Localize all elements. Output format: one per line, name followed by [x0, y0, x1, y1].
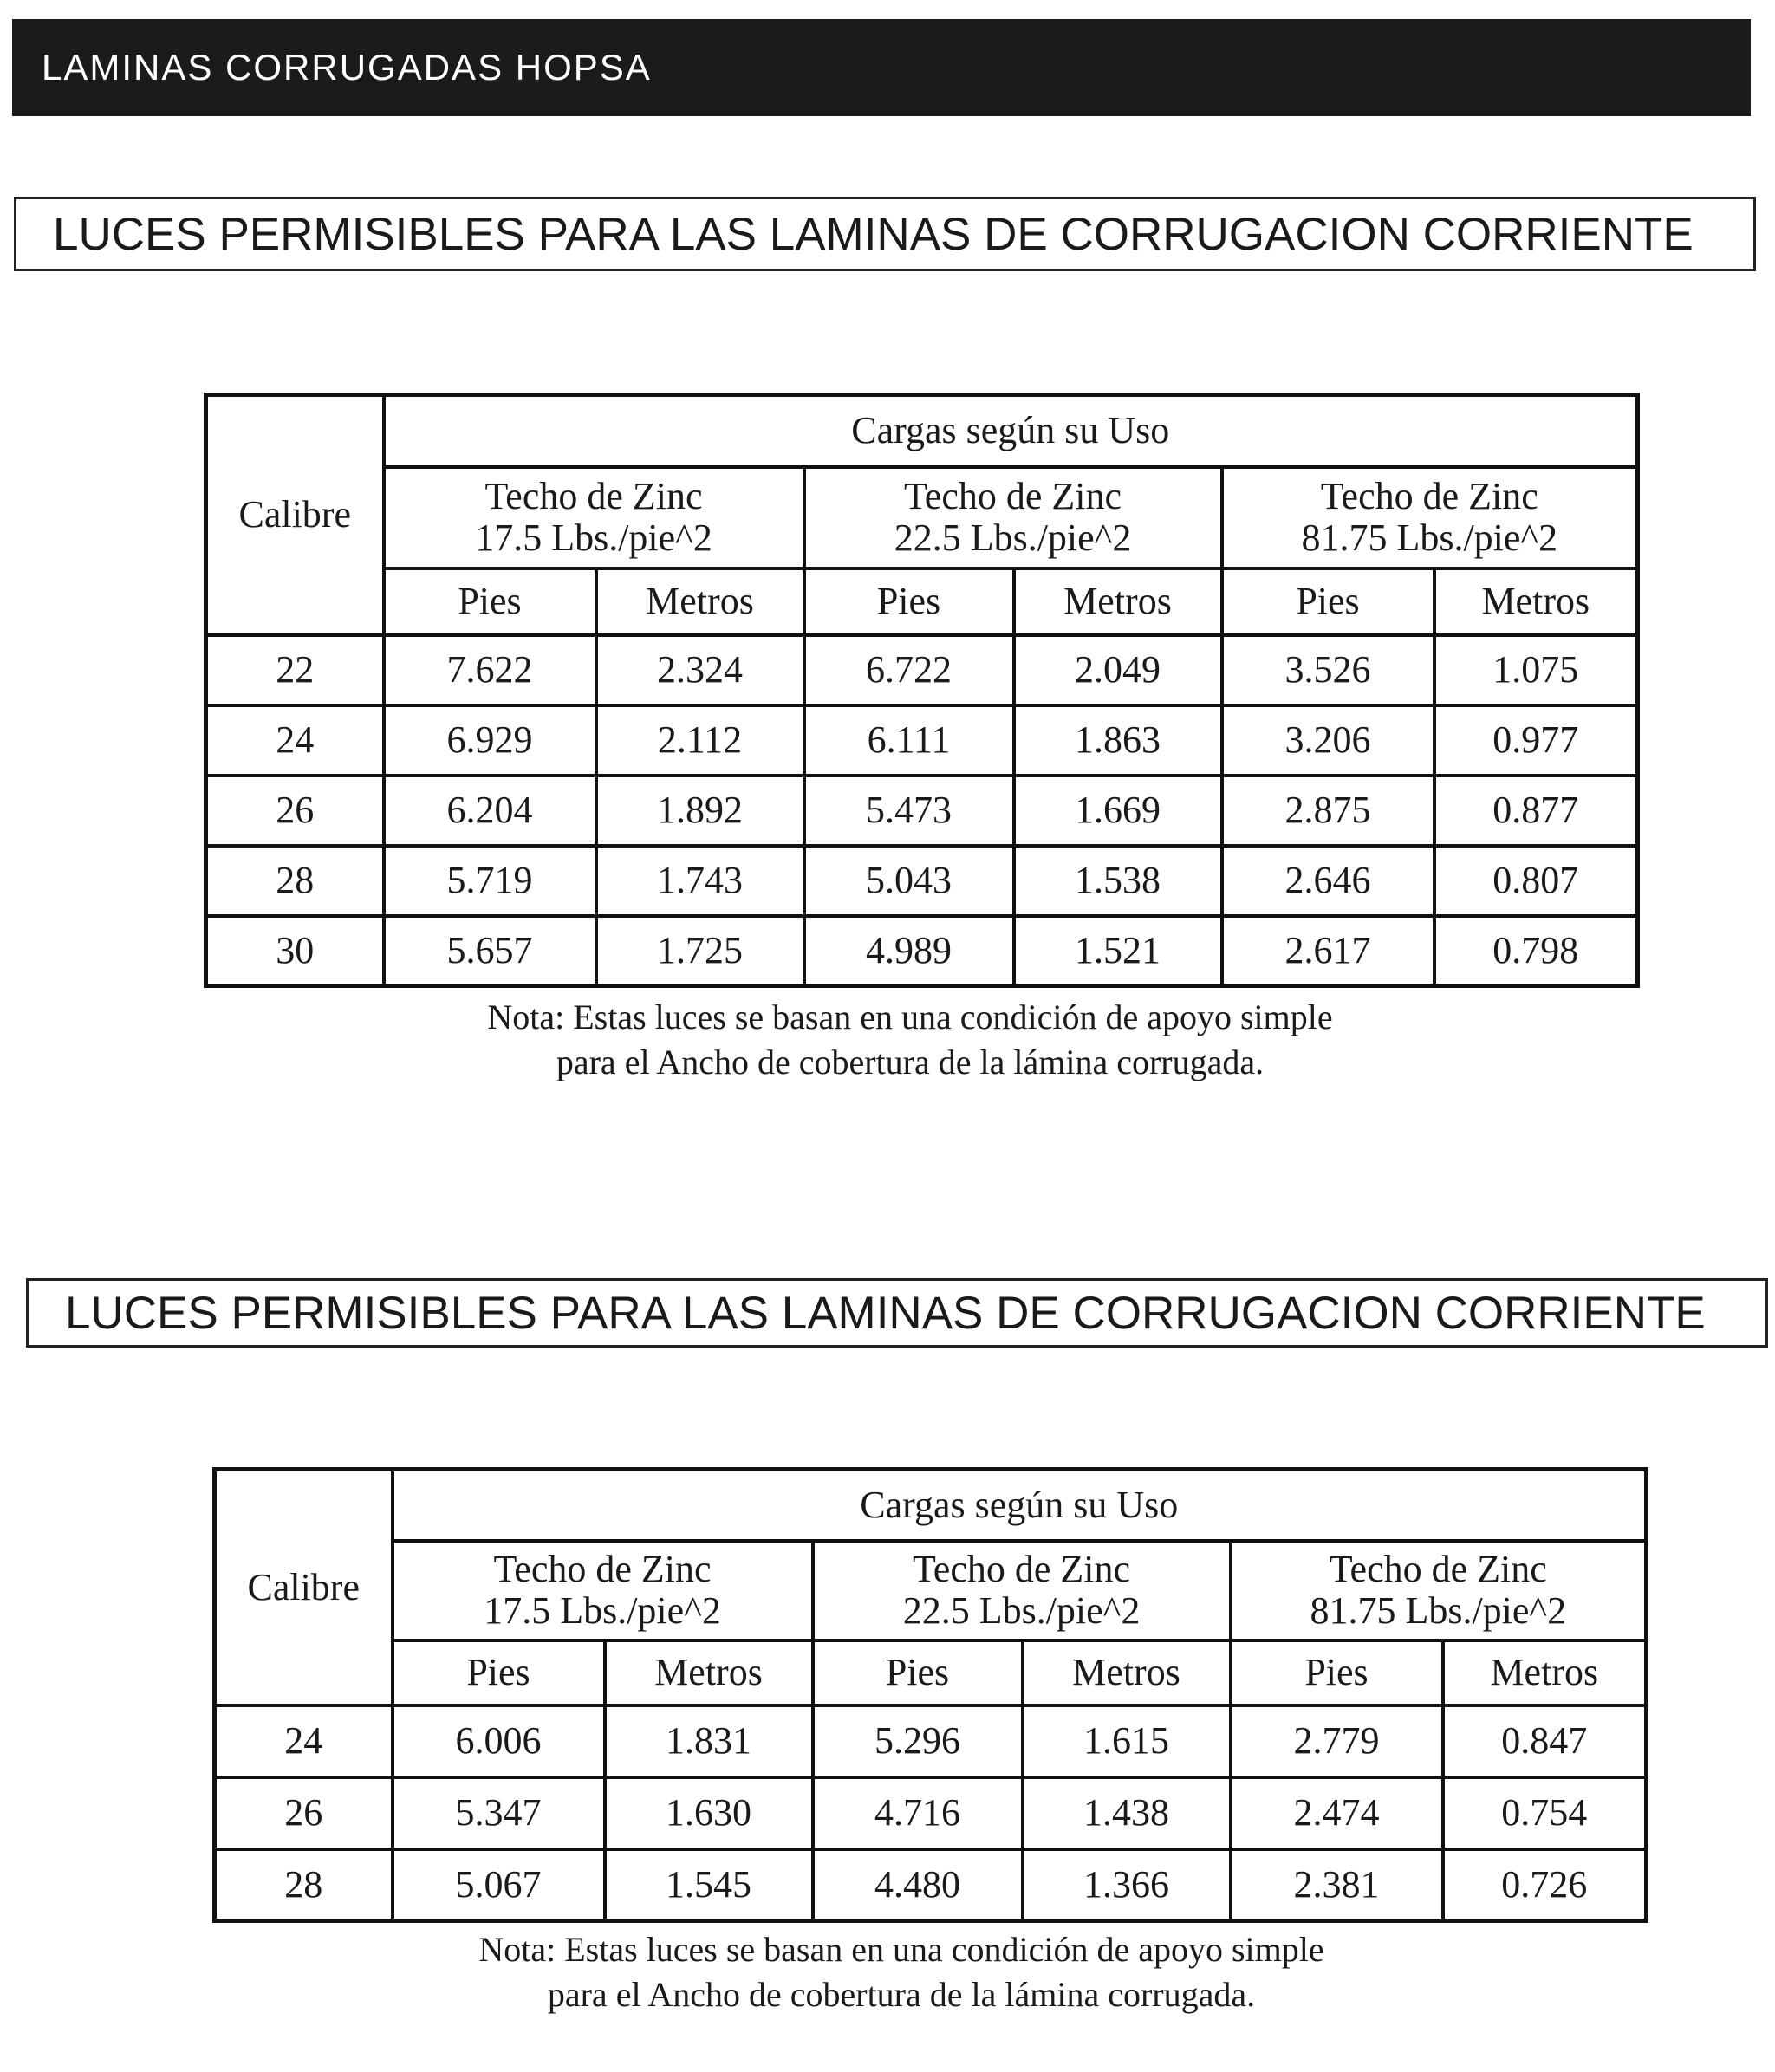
calibre-cell: 28	[215, 1849, 393, 1921]
value-cell: 5.067	[393, 1849, 605, 1921]
value-cell: 2.617	[1222, 916, 1434, 986]
section-title-1: LUCES PERMISIBLES PARA LAS LAMINAS DE CORRUGACION CORRIENTE	[14, 197, 1756, 271]
table-row	[206, 846, 1638, 916]
unit-header: Pies	[1222, 568, 1434, 635]
value-cell: 5.043	[804, 846, 1014, 916]
loads-header: Cargas según su Uso	[393, 1470, 1647, 1541]
unit-header: Metros	[1023, 1640, 1231, 1705]
note-line-1: Nota: Estas luces se basan en una condición de apoyo simple	[487, 997, 1333, 1036]
value-cell: 5.296	[813, 1705, 1023, 1777]
value-cell: 6.929	[384, 705, 596, 776]
load-group-1	[384, 467, 804, 568]
load-group-1-line2: 17.5 Lbs./pie^2	[484, 1589, 721, 1632]
value-cell: 6.722	[804, 635, 1014, 705]
calibre-cell: 30	[206, 916, 384, 986]
value-cell: 1.538	[1014, 846, 1222, 916]
unit-header: Metros	[596, 568, 804, 635]
value-cell: 5.347	[393, 1777, 605, 1849]
value-cell: 1.669	[1014, 776, 1222, 846]
value-cell: 1.743	[596, 846, 804, 916]
load-group-3	[1222, 467, 1638, 568]
calibre-cell: 24	[206, 705, 384, 776]
note-line-2: para el Ancho de cobertura de la lámina corrugada.	[547, 1975, 1256, 2014]
value-cell: 0.798	[1434, 916, 1638, 986]
value-cell: 4.480	[813, 1849, 1023, 1921]
note-line-2: para el Ancho de cobertura de la lámina corrugada.	[556, 1042, 1265, 1081]
unit-header: Pies	[1231, 1640, 1443, 1705]
table-row	[215, 1777, 1647, 1849]
value-cell: 0.726	[1443, 1849, 1647, 1921]
load-group-2-line1: Techo de Zinc	[903, 474, 1122, 517]
document-header	[12, 19, 1751, 116]
value-cell: 1.075	[1434, 635, 1638, 705]
value-cell: 2.646	[1222, 846, 1434, 916]
load-group-1	[393, 1541, 813, 1640]
value-cell: 2.112	[596, 705, 804, 776]
value-cell: 4.989	[804, 916, 1014, 986]
calibre-header: Calibre	[215, 1470, 393, 1705]
value-cell: 0.754	[1443, 1777, 1647, 1849]
value-cell: 6.006	[393, 1705, 605, 1777]
value-cell: 0.977	[1434, 705, 1638, 776]
value-cell: 1.545	[605, 1849, 813, 1921]
calibre-cell: 28	[206, 846, 384, 916]
note-line-1: Nota: Estas luces se basan en una condición de apoyo simple	[478, 1930, 1324, 1969]
value-cell: 4.716	[813, 1777, 1023, 1849]
calibre-cell: 26	[206, 776, 384, 846]
table-row	[206, 635, 1638, 705]
table-row	[206, 705, 1638, 776]
value-cell: 3.526	[1222, 635, 1434, 705]
value-cell: 2.049	[1014, 635, 1222, 705]
value-cell: 1.366	[1023, 1849, 1231, 1921]
value-cell: 1.892	[596, 776, 804, 846]
load-group-2	[813, 1541, 1231, 1640]
table-note-2	[425, 1927, 1378, 2017]
unit-header: Pies	[813, 1640, 1023, 1705]
value-cell: 5.719	[384, 846, 596, 916]
load-group-2-line1: Techo de Zinc	[912, 1547, 1131, 1590]
value-cell: 5.473	[804, 776, 1014, 846]
value-cell: 1.438	[1023, 1777, 1231, 1849]
value-cell: 6.111	[804, 705, 1014, 776]
value-cell: 2.381	[1231, 1849, 1443, 1921]
value-cell: 1.831	[605, 1705, 813, 1777]
value-cell: 6.204	[384, 776, 596, 846]
load-group-3	[1231, 1541, 1647, 1640]
value-cell: 1.521	[1014, 916, 1222, 986]
value-cell: 3.206	[1222, 705, 1434, 776]
load-group-3-line1: Techo de Zinc	[1329, 1547, 1547, 1590]
value-cell: 2.324	[596, 635, 804, 705]
spans-table-2	[212, 1467, 1648, 1923]
unit-header: Pies	[393, 1640, 605, 1705]
document-header-title: LAMINAS CORRUGADAS HOPSA	[42, 47, 652, 88]
value-cell: 1.725	[596, 916, 804, 986]
load-group-3-line2: 81.75 Lbs./pie^2	[1301, 516, 1558, 559]
value-cell: 1.615	[1023, 1705, 1231, 1777]
table-row	[206, 776, 1638, 846]
calibre-cell: 24	[215, 1705, 393, 1777]
unit-header: Pies	[804, 568, 1014, 635]
load-group-3-line1: Techo de Zinc	[1320, 474, 1538, 517]
value-cell: 0.847	[1443, 1705, 1647, 1777]
spans-table-1	[204, 393, 1640, 988]
load-group-1-line1: Techo de Zinc	[484, 474, 703, 517]
calibre-cell: 22	[206, 635, 384, 705]
value-cell: 1.630	[605, 1777, 813, 1849]
calibre-cell: 26	[215, 1777, 393, 1849]
table-note-1	[433, 995, 1387, 1085]
loads-header: Cargas según su Uso	[384, 395, 1638, 467]
load-group-1-line2: 17.5 Lbs./pie^2	[475, 516, 712, 559]
unit-header: Metros	[1434, 568, 1638, 635]
value-cell: 0.877	[1434, 776, 1638, 846]
value-cell: 2.474	[1231, 1777, 1443, 1849]
load-group-2-line2: 22.5 Lbs./pie^2	[894, 516, 1132, 559]
table-row	[206, 916, 1638, 986]
load-group-1-line1: Techo de Zinc	[493, 1547, 712, 1590]
section-title-2: LUCES PERMISIBLES PARA LAS LAMINAS DE CORRUGACION CORRIENTE	[26, 1278, 1768, 1348]
unit-header: Pies	[384, 568, 596, 635]
value-cell: 0.807	[1434, 846, 1638, 916]
value-cell: 5.657	[384, 916, 596, 986]
value-cell: 1.863	[1014, 705, 1222, 776]
load-group-2	[804, 467, 1222, 568]
table-row	[215, 1849, 1647, 1921]
load-group-2-line2: 22.5 Lbs./pie^2	[902, 1589, 1141, 1632]
value-cell: 2.875	[1222, 776, 1434, 846]
unit-header: Metros	[1014, 568, 1222, 635]
unit-header: Metros	[1443, 1640, 1647, 1705]
load-group-3-line2: 81.75 Lbs./pie^2	[1310, 1589, 1567, 1632]
unit-header: Metros	[605, 1640, 813, 1705]
value-cell: 2.779	[1231, 1705, 1443, 1777]
table-row	[215, 1705, 1647, 1777]
value-cell: 7.622	[384, 635, 596, 705]
calibre-header: Calibre	[206, 395, 384, 635]
